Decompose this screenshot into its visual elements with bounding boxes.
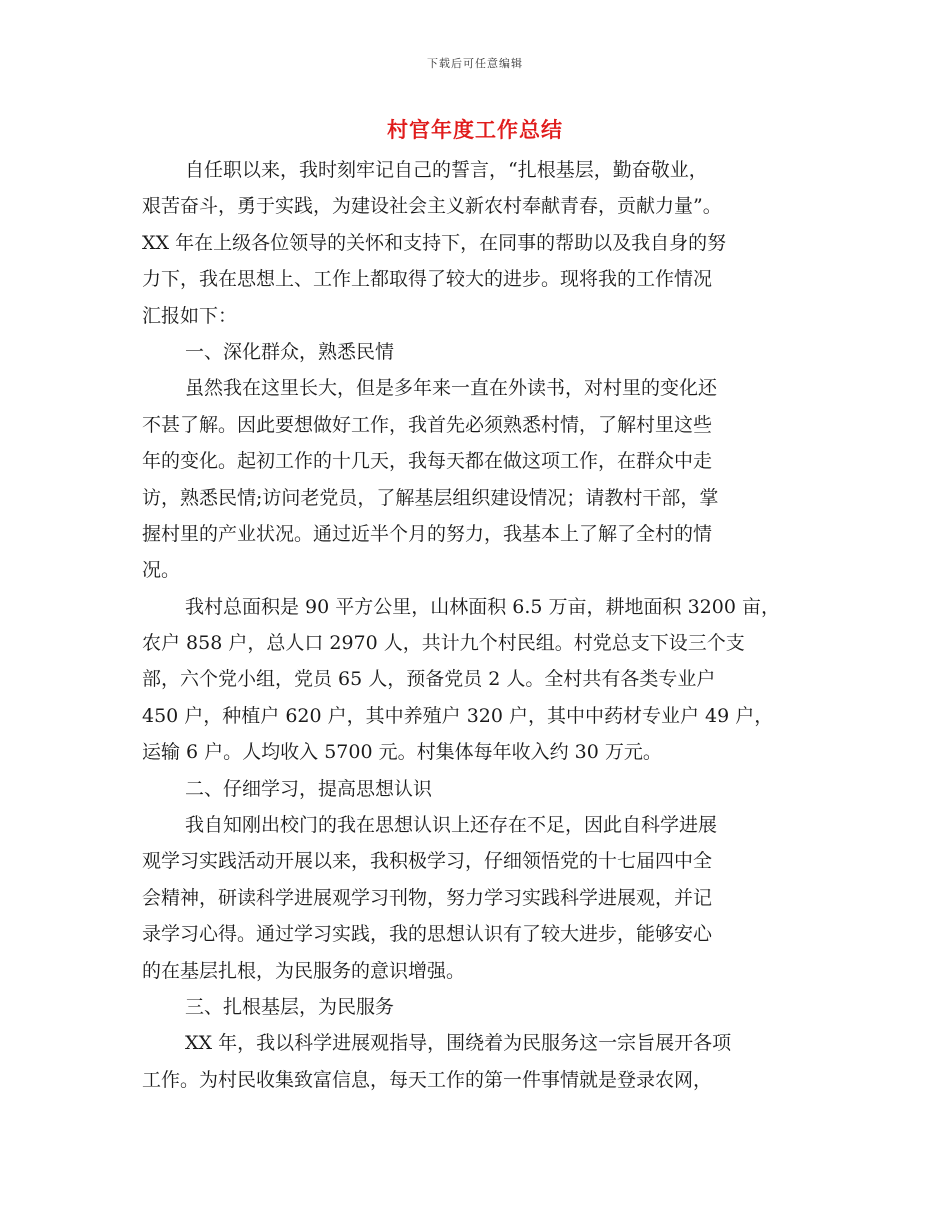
paragraph-line: 农户 858 户，总人口 2970 人，共计九个村民组。村党总支下设三个支	[142, 632, 745, 655]
paragraph-line: 况。	[142, 559, 181, 582]
paragraph-line: 汇报如下：	[142, 304, 238, 327]
paragraph-line: 艰苦奋斗，勇于实践，为建设社会主义新农村奉献青春，贡献力量”。	[142, 195, 722, 218]
paragraph-line: 自任职以来，我时刻牢记自己的誓言，“扎根基层，勤奋敬业，	[185, 159, 708, 181]
paragraph-line: 观学习实践活动开展以来，我积极学习，仔细领悟党的十七届四中全	[142, 850, 713, 873]
paragraph-line: 运输 6 户。人均收入 5700 元。村集体每年收入约 30 万元。	[142, 741, 662, 764]
paragraph-line: 我自知刚出校门的我在思想认识上还存在不足，因此自科学进展	[185, 814, 718, 837]
paragraph-line: 访，熟悉民情;访问老党员，了解基层组织建设情况；请教村干部，掌	[142, 486, 719, 509]
paragraph-line: 450 户，种植户 620 户，其中养殖户 320 户，其中中药材专业户 49 户，	[142, 704, 774, 727]
paragraph-line: 不甚了解。因此要想做好工作，我首先必须熟悉村情，了解村里这些	[142, 413, 713, 436]
section-heading: 二、仔细学习，提高思想认识	[185, 777, 433, 800]
paragraph-line: 工作。为村民收集致富信息，每天工作的第一件事情就是登录农网，	[142, 1068, 713, 1091]
paragraph-line: 部，六个党小组，党员 65 人，预备党员 2 人。全村共有各类专业户	[142, 668, 716, 691]
paragraph-line: 我村总面积是 90 平方公里，山林面积 6.5 万亩，耕地面积 3200 亩，	[185, 595, 780, 618]
section-heading: 一、深化群众，熟悉民情	[185, 340, 395, 363]
paragraph-line: 虽然我在这里长大，但是多年来一直在外读书，对村里的变化还	[185, 377, 718, 400]
section-heading: 三、扎根基层，为民服务	[185, 995, 395, 1018]
document-title: 村官年度工作总结	[387, 117, 563, 142]
paragraph-line: 力下，我在思想上、工作上都取得了较大的进步。现将我的工作情况	[142, 268, 713, 291]
paragraph-line: 握村里的产业状况。通过近半个月的努力，我基本上了解了全村的情	[142, 522, 713, 545]
paragraph-line: XX 年在上级各位领导的关怀和支持下，在同事的帮助以及我自身的努	[142, 231, 727, 254]
paragraph-line: XX 年，我以科学进展观指导，围绕着为民服务这一宗旨展开各项	[185, 1032, 732, 1055]
paragraph-line: 年的变化。起初工作的十几天，我每天都在做这项工作，在群众中走	[142, 450, 713, 473]
paragraph-line: 会精神，研读科学进展观学习刊物，努力学习实践科学进展观，并记	[142, 886, 713, 909]
paragraph-line: 录学习心得。通过学习实践，我的思想认识有了较大进步，能够安心	[142, 923, 713, 946]
paragraph-line: 的在基层扎根，为民服务的意识增强。	[142, 959, 466, 982]
header-note: 下载后可任意编辑	[427, 57, 523, 70]
document-body	[142, 152, 832, 1098]
